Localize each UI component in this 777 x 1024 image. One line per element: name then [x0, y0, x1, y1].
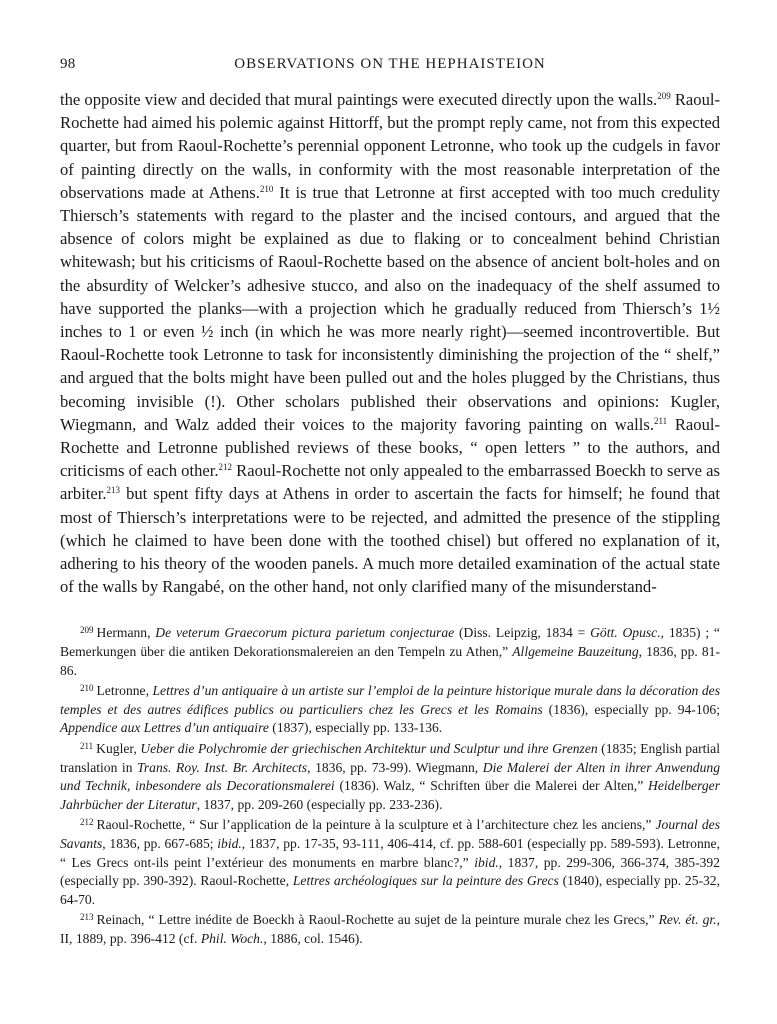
- footnote-209: [60, 624, 720, 680]
- footnote-text: , 1837, pp. 299-306, 366-374, 385-392 (especially pp. 390-392). Raoul-Rochette,: [60, 854, 720, 889]
- footnote-title: ibid.: [217, 836, 242, 851]
- footnote-title: Die Malerei der Alten in ihrer Anwendung und Technik, inbesondere als Decorationsmalerei: [60, 759, 720, 794]
- footnote-title: Appendice aux Lettres d’un antiquaire: [60, 720, 269, 736]
- body-paragraph: [60, 88, 720, 598]
- footnote-text: , 1836, pp. 667-685;: [102, 836, 218, 851]
- footnote-text: Kugler,: [96, 741, 141, 757]
- footnotes: [60, 624, 720, 948]
- footnote-text: Letronne,: [96, 683, 153, 699]
- footnote-title: Lettres d’un antiquaire à un artiste sur l’emploi de la peinture historique murale dans la décoration des temples et des autres édifices publics ou particuliers chez les Grecs et les Romains: [60, 683, 720, 717]
- footnote-text: , 1836, pp. 73-99). Wiegmann,: [307, 759, 483, 775]
- footnote-213: [60, 911, 720, 948]
- footnote-text: , 1837, pp. 17-35, 93-111, 406-414, cf. pp. 588-601 (especially pp. 589-593). Letronne, “ Les Grecs ont-ils peint l’extérieur des monuments en marbre blanc?,”: [60, 836, 720, 870]
- footnote-ref[interactable]: 211: [653, 415, 668, 426]
- footnote-ref[interactable]: 212: [218, 462, 233, 473]
- footnote-text: , 1886, col. 1546).: [263, 930, 363, 946]
- footnote-title: Gött. Opusc.: [590, 625, 661, 641]
- footnote-title: Allgemeine Bauzeitung: [512, 644, 639, 660]
- footnote-ref[interactable]: 213: [106, 485, 121, 496]
- page-header: [60, 50, 720, 76]
- running-title: OBSERVATIONS ON THE HEPHAISTEION: [234, 56, 546, 72]
- footnote-title: Journal des Savants: [60, 817, 720, 851]
- footnote-title: ibid.: [474, 854, 499, 870]
- footnote-text: Reinach, “ Lettre inédite de Boeckh à Raoul-Rochette au sujet de la peinture murale chez les Grecs,”: [96, 912, 659, 928]
- text-segment: but spent fifty days at Athens in order to ascertain the facts for himself; he found that most of Thiersch’s interpretations were to be rejected, and admitted the presence of the stippling (which he claimed to have been done with the toothed chisel) but offered no explanation of it, adhering to his theory of the wooden panels. A much more detailed examination of the actual state of the walls by Rangabé, on the other hand, not only clarified many of the misunderstand-: [60, 484, 720, 597]
- footnote-text: Raoul-Rochette, “ Sur l’application de la peinture à la sculpture et à l’architecture chez les anciens,”: [96, 817, 656, 833]
- footnote-title: Trans. Roy. Inst. Br. Architects: [137, 759, 308, 775]
- footnote-text: (1836), especially pp. 94-106;: [542, 701, 720, 717]
- footnote-title: Ueber die Polychromie der griechischen Architektur und Sculptur und ihre Grenzen: [140, 741, 598, 757]
- footnote-text: , 1836, pp. 81-86.: [60, 644, 720, 678]
- text-segment: the opposite view and decided that mural paintings were executed directly upon the walls.: [60, 90, 658, 109]
- footnote-title: Heidelberger Jahrbücher der Literatur: [60, 778, 720, 812]
- text-segment: Raoul-Rochette and Letronne published reviews of these books, “ open letters ” to the authors, and criticisms of each other.: [60, 414, 721, 481]
- footnote-text: , 1835) ; “ Bemerkungen über die antiken Dekorationsmalereien an den Tempeln zu Athen,”: [60, 625, 720, 660]
- footnote-212: [60, 816, 720, 909]
- page-number: 98: [60, 56, 76, 72]
- footnote-ref[interactable]: 209: [657, 91, 671, 101]
- main-text: [60, 88, 720, 598]
- text-segment: Raoul-Rochette not only appealed to the embarrassed Boeckh to serve as arbiter.: [60, 461, 720, 504]
- text-segment: It is true that Letronne at first accepted with too much credulity Thiersch’s statements with regard to the plaster and the incised contours, and argued that the absence of colors might be explained as due to flaking or to concealment behind Christian whitewash; but his criticisms of Raoul-Rochette based on the absence of ancient bolt-holes and on the absurdity of Welcker’s adhesive stucco, and also on the inadequacy of the shelf assumed to have supported the planks—with a projection which he gradually reduced from Thiersch’s 1½ inches to 1 or even ½ inch (in which he was more nearly right)—seemed incontrovertible. But Raoul-Rochette took Letronne to task for inconsistently diminishing the projection of the “ shelf,” and argued that the bolts might have been pulled out and the holes plugged by the Christians, thus becoming invisible (!). Other scholars published their observations and opinions: Kugler, Wiegmann, and Walz added their voices to the majority favoring painting on walls.: [60, 182, 721, 434]
- footnote-text: , II, 1889, pp. 396-412 (cf.: [60, 912, 720, 946]
- footnote-title: Rev. ét. gr.: [658, 912, 717, 928]
- footnote-text: , 1837, pp. 209-260 (especially pp. 233-236).: [196, 796, 443, 812]
- footnote-title: Phil. Woch.: [200, 930, 264, 946]
- footnote-number: 209: [80, 625, 94, 636]
- footnote-text: (1840), especially pp. 25-32, 64-70.: [60, 873, 721, 907]
- footnote-text: Hermann,: [96, 625, 156, 641]
- footnote-number: 210: [80, 683, 94, 694]
- footnote-number: 212: [80, 817, 94, 828]
- footnote-text: (1837), especially pp. 133-136.: [268, 720, 443, 736]
- footnote-number: 211: [80, 741, 94, 752]
- footnote-text: (1835; English partial translation in: [60, 741, 720, 775]
- footnote-210: [60, 682, 720, 738]
- footnote-text: (1836). Walz, “ Schriften über die Malerei der Alten,”: [334, 778, 649, 794]
- footnote-text: (Diss. Leipzig, 1834 =: [454, 625, 591, 641]
- footnote-211: [60, 740, 720, 814]
- footnote-title: De veterum Graecorum pictura parietum conjecturae: [155, 625, 455, 641]
- text-segment: Raoul-Rochette had aimed his polemic against Hittorff, but the prompt reply came, not from this expected quarter, but from Raoul-Rochette’s perennial opponent Letronne, who took up the cudgels in favor of painting directly on the walls, in conformity with the most reasonable interpretation of the observations made at Athens.: [60, 90, 721, 202]
- footnote-title: Lettres archéologiques sur la peinture des Grecs: [292, 873, 559, 889]
- footnote-ref[interactable]: 210: [259, 183, 274, 194]
- book-page: [60, 50, 720, 951]
- footnote-number: 213: [80, 912, 94, 923]
